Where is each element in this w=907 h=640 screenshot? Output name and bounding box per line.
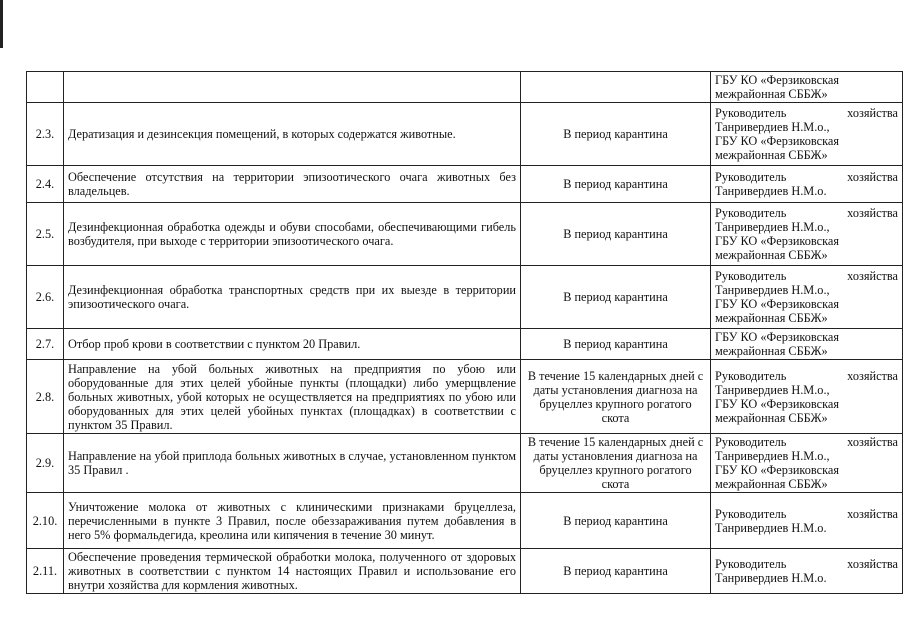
deadline-text [521, 72, 711, 103]
item-number: 2.3. [27, 103, 64, 166]
deadline-text: В период карантина [521, 549, 711, 594]
item-number: 2.9. [27, 434, 64, 493]
responsible-line: ГБУ КО «Ферзиковская [715, 134, 840, 148]
table-row [27, 434, 903, 493]
deadline-text: В период карантина [521, 329, 711, 360]
item-number: 2.11. [27, 549, 64, 594]
table-row [27, 72, 903, 103]
measure-text: Направление на убой больных животных на предприятия по убою или оборудованные для этих целей убойные пункты (площадки) либо умерщвление больных животных, убой которых не осуществляется на предприятиях по убою или оборудованных для этих целей убойных пунктах (площадках) в соответствии с пунктом 35 Правил. [64, 360, 521, 434]
table-row [27, 266, 903, 329]
responsible-line: Танривердиев Н.М.о. [715, 571, 827, 585]
responsible-line: ГБУ КО «Ферзиковская [715, 73, 840, 87]
deadline-text: В период карантина [521, 203, 711, 266]
table-row [27, 166, 903, 203]
table-row [27, 360, 903, 434]
responsible-cell [711, 203, 903, 266]
item-number: 2.8. [27, 360, 64, 434]
measure-text: Дератизация и дезинсекция помещений, в которых содержатся животные. [64, 103, 521, 166]
responsible-line: Руководитель хозяйства [715, 368, 898, 383]
responsible-line: Танривердиев Н.М.о., [715, 220, 830, 234]
measure-text: Дезинфекционная обработка одежды и обуви способами, обеспечивающими гибель возбудителя, при выходе с территории эпизоотического очага. [64, 203, 521, 266]
deadline-text: В течение 15 календарных дней с даты установления диагноза на бруцеллез крупного рогатого скота [521, 360, 711, 434]
responsible-line: Танривердиев Н.М.о. [715, 520, 827, 535]
responsible-line: ГБУ КО «Ферзиковская [715, 330, 840, 344]
responsible-line: ГБУ КО «Ферзиковская [715, 396, 840, 411]
responsible-line: Танривердиев Н.М.о. [715, 184, 827, 198]
responsible-line: Руководитель хозяйства [715, 269, 898, 283]
responsible-line: межрайонная СББЖ» [715, 248, 828, 262]
measure-text: Дезинфекционная обработка транспортных средств при их выезде в территории эпизоотического очага. [64, 266, 521, 329]
measure-text: Отбор проб крови в соответствии с пунктом 20 Правил. [64, 329, 521, 360]
responsible-line: межрайонная СББЖ» [715, 477, 828, 491]
responsible-cell [711, 360, 903, 434]
responsible-cell [711, 72, 903, 103]
deadline-text: В период карантина [521, 103, 711, 166]
deadline-text: В период карантина [521, 166, 711, 203]
responsible-cell [711, 493, 903, 549]
responsible-cell [711, 549, 903, 594]
responsible-cell [711, 329, 903, 360]
responsible-line: Танривердиев Н.М.о., [715, 120, 830, 134]
item-number: 2.4. [27, 166, 64, 203]
item-number: 2.5. [27, 203, 64, 266]
deadline-text: В период карантина [521, 493, 711, 549]
responsible-line: межрайонная СББЖ» [715, 87, 828, 101]
responsible-cell [711, 166, 903, 203]
deadline-text: В период карантина [521, 266, 711, 329]
measures-table-body [27, 72, 903, 594]
page-edge-mark [0, 0, 3, 48]
item-number: 2.6. [27, 266, 64, 329]
measure-text: Направление на убой приплода больных животных в случае, установленном пунктом 35 Правил . [64, 434, 521, 493]
responsible-cell [711, 434, 903, 493]
measures-table [26, 71, 903, 594]
responsible-line: межрайонная СББЖ» [715, 410, 828, 425]
responsible-line: Руководитель хозяйства [715, 170, 898, 184]
responsible-line: Танривердиев Н.М.о., [715, 382, 830, 397]
table-row [27, 203, 903, 266]
responsible-line: Руководитель хозяйства [715, 435, 898, 449]
responsible-line: межрайонная СББЖ» [715, 344, 828, 358]
measure-text: Обеспечение отсутствия на территории эпизоотического очага животных без владельцев. [64, 166, 521, 203]
measure-text: Обеспечение проведения термической обработки молока, полученного от здоровых животных в соответствии с пунктом 14 настоящих Правил и использование его внутри хозяйства для кормления животных. [64, 549, 521, 594]
responsible-cell [711, 103, 903, 166]
measure-text [64, 72, 521, 103]
table-row [27, 493, 903, 549]
responsible-line: ГБУ КО «Ферзиковская [715, 463, 840, 477]
responsible-line: Руководитель хозяйства [715, 106, 898, 120]
responsible-line: Руководитель хозяйства [715, 506, 898, 521]
measure-text: Уничтожение молока от животных с клиническими признаками бруцеллеза, перечисленными в пункте 3 Правил, после обеззараживания путем добавления в него 5% формальдегида, креолина или кипячения в течение 30 минут. [64, 493, 521, 549]
responsible-line: Танривердиев Н.М.о., [715, 283, 830, 297]
responsible-line: межрайонная СББЖ» [715, 148, 828, 162]
responsible-line: Танривердиев Н.М.о., [715, 449, 830, 463]
responsible-line: Руководитель хозяйства [715, 557, 898, 571]
table-row [27, 103, 903, 166]
responsible-line: ГБУ КО «Ферзиковская [715, 297, 840, 311]
item-number: 2.10. [27, 493, 64, 549]
responsible-line: межрайонная СББЖ» [715, 311, 828, 325]
responsible-line: Руководитель хозяйства [715, 206, 898, 220]
table-row [27, 549, 903, 594]
item-number: 2.7. [27, 329, 64, 360]
deadline-text: В течение 15 календарных дней с даты установления диагноза на бруцеллез крупного рогатого скота [521, 434, 711, 493]
table-row [27, 329, 903, 360]
responsible-line: ГБУ КО «Ферзиковская [715, 234, 840, 248]
responsible-cell [711, 266, 903, 329]
item-number [27, 72, 64, 103]
